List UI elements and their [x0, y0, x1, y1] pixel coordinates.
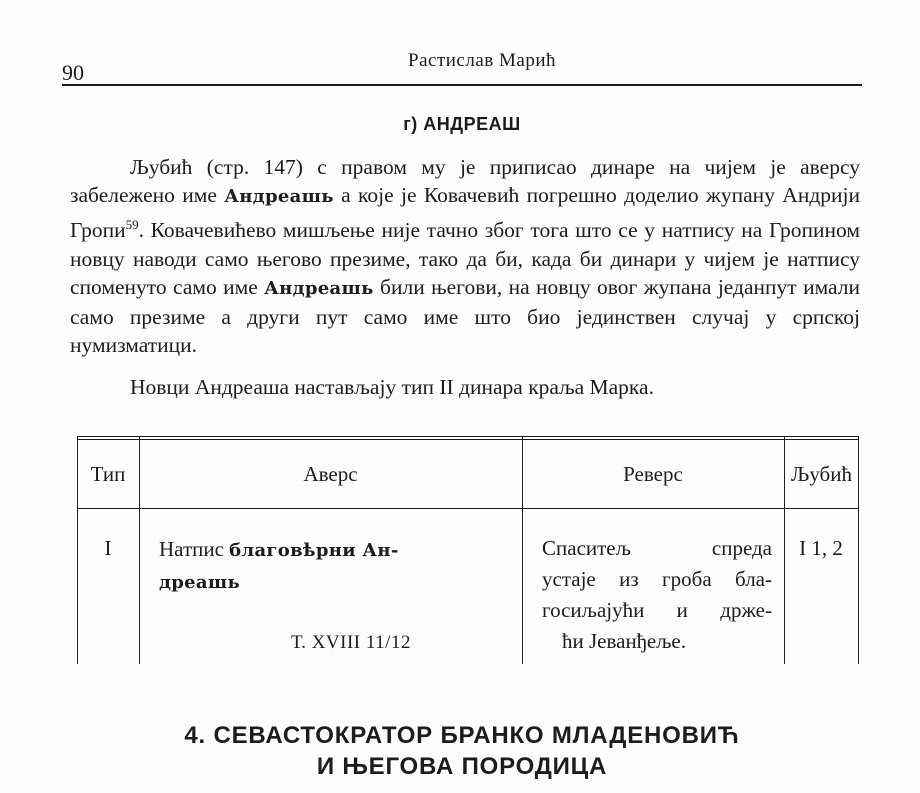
avers-prefix: Натпис — [159, 537, 230, 561]
chapter-title-line-2: И ЊЕГОВА ПОРОДИЦА — [316, 753, 608, 780]
avers-plate-ref: Т. XVIII 11/12 — [291, 632, 411, 653]
revers-line: ћи Јеванђеље. — [562, 629, 686, 653]
header-revers: Реверс — [623, 462, 683, 486]
cell-type: I — [104, 536, 112, 560]
header-rule — [62, 84, 862, 86]
cell-avers — [159, 534, 509, 598]
revers-line: госиљајући и држе- — [542, 598, 772, 622]
cell-ljubic: I 1, 2 — [799, 536, 843, 560]
p1-text-b: а које је Ковачевић погрешно доделио жупану Андрији Гропи — [70, 183, 861, 243]
paragraph-2: Новци Андреаша настављају тип II динара краља Марка. — [130, 375, 654, 399]
p1-text-d: били његови, на новцу овог жупана једанпут имали само презиме а други пут само име што био јединствен случај у српској нумизматици. — [70, 274, 861, 358]
table-header-rule — [77, 508, 859, 509]
chapter-title — [62, 720, 862, 782]
running-head: Растислав Марић — [408, 50, 556, 71]
cell-revers — [542, 533, 772, 657]
footnote-ref: 59 — [125, 217, 139, 233]
header-ljubic: Љубић — [791, 462, 852, 486]
header-type: Тип — [90, 462, 126, 486]
avers-inscription-2: дреашь — [159, 572, 241, 593]
table-top-rule — [77, 436, 859, 437]
old-script-name: Андреашь — [264, 277, 374, 299]
table-top-rule-2 — [77, 439, 859, 440]
revers-line: Спаситељ спреда — [542, 536, 772, 560]
section-heading: г) АНДРЕАШ — [403, 114, 521, 134]
p1-text-a: Љубић (стр. 147) с правом му је приписао динаре на чијем је аверсу забележено име — [70, 155, 860, 208]
page-number: 90 — [62, 60, 84, 85]
revers-line: устаје из гроба бла- — [542, 567, 772, 591]
paragraph-1 — [70, 153, 860, 360]
avers-inscription-1: благовѣрни Ан- — [229, 540, 399, 561]
header-avers: Аверс — [303, 462, 358, 486]
p1-text-c: . Ковачевићево мишљење није тачно због тога што се у натпису на Гропином новцу наводи само његово презиме, тако да би, када би динари у чијем је натпису споменуто само име — [70, 218, 860, 299]
coin-type-table — [77, 436, 859, 664]
page-header — [62, 44, 862, 90]
body-paragraph — [70, 153, 860, 360]
old-script-name: Андреашь — [224, 186, 334, 208]
chapter-title-line-1: 4. СЕВАСТОКРАТОР БРАНКО МЛАДЕНОВИЋ — [184, 722, 740, 749]
